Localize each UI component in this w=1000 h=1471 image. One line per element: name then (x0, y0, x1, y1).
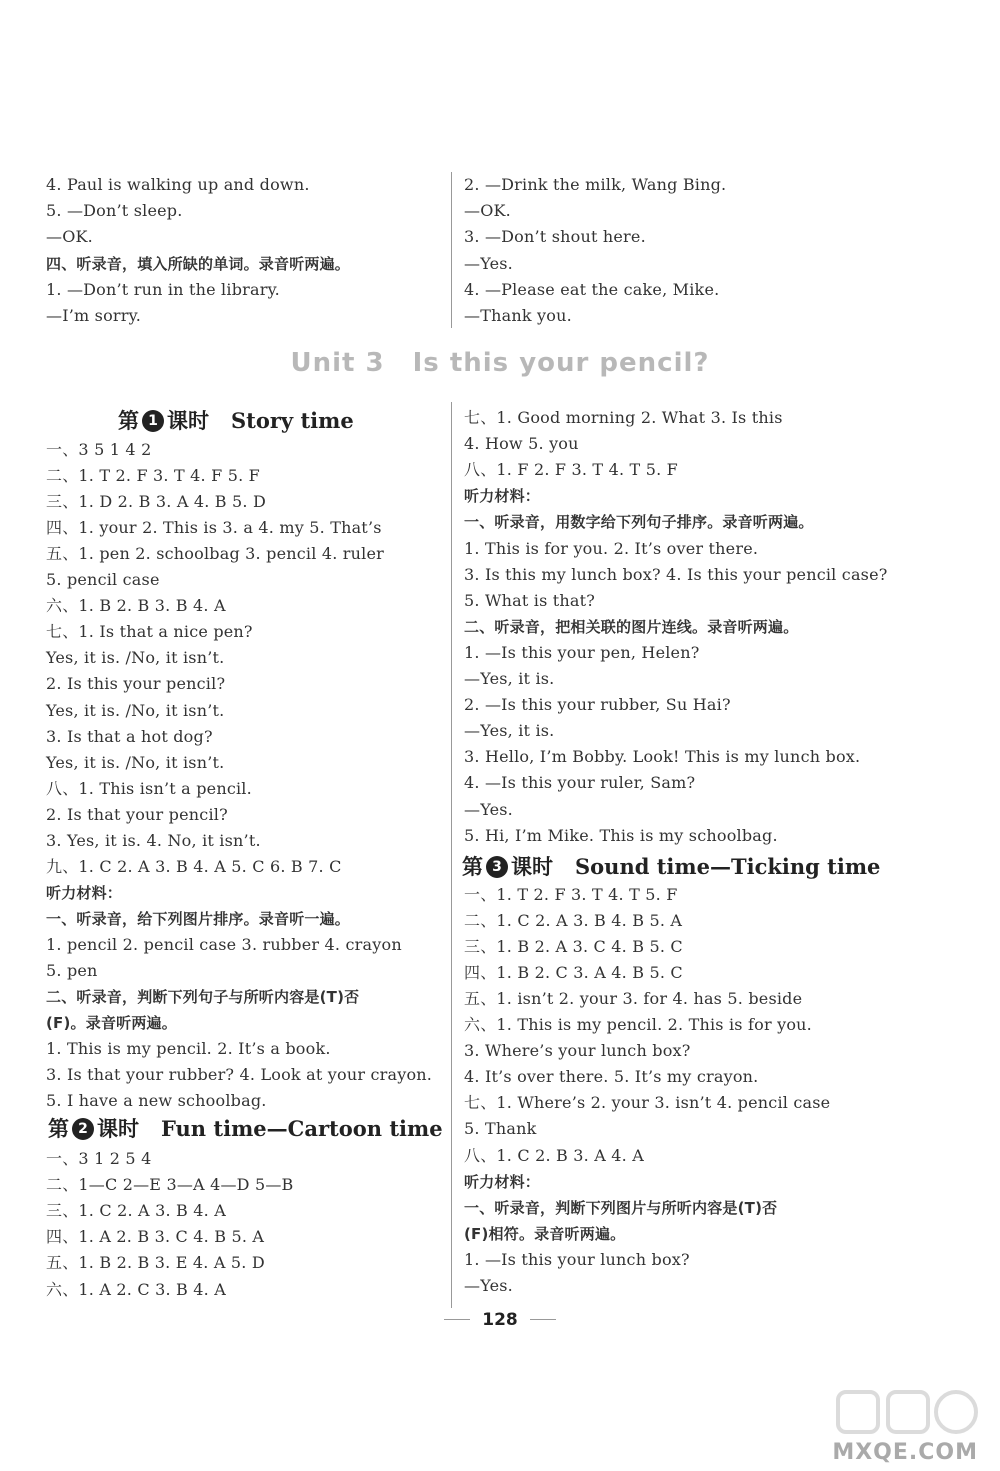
text-line: 二、1. T 2. F 3. T 4. F 5. F (46, 466, 260, 486)
text-line: 1. —Is this your pen, Helen? (464, 642, 700, 662)
page-number (0, 1310, 1000, 1330)
text-line: 三、1. B 2. A 3. C 4. B 5. C (464, 937, 683, 957)
text-line: 五、1. B 2. B 3. E 4. A 5. D (46, 1253, 265, 1273)
unit-title (0, 348, 1000, 378)
text-line: 一、听录音，判断下列图片与所听内容是(T)否 (464, 1198, 778, 1217)
text-line: 四、1. A 2. B 3. C 4. B 5. A (46, 1227, 265, 1247)
text-line: 4. How 5. you (464, 434, 579, 454)
text-line: 5. What is that? (464, 590, 596, 610)
lesson-number-badge: 3 (486, 856, 508, 878)
text-line: 3. Hello, I’m Bobby. Look! This is my lunch box. (464, 747, 861, 767)
text-line: Yes, it is. /No, it isn’t. (46, 752, 225, 772)
lesson-3-heading (462, 850, 880, 884)
text-line: 1. —Is this your lunch box? (464, 1249, 690, 1269)
text-line: 七、1. Where’s 2. your 3. isn’t 4. pencil case (464, 1093, 831, 1113)
lesson-number-badge: 1 (142, 410, 164, 432)
text-line: 一、1. T 2. F 3. T 4. T 5. F (464, 885, 678, 904)
watermark-text: MXQE.COM (832, 1440, 978, 1465)
text-line: 四、1. B 2. C 3. A 4. B 5. C (464, 963, 683, 983)
text-line: 2. —Drink the milk, Wang Bing. (464, 175, 727, 194)
text-line: 八、1. This isn’t a pencil. (46, 778, 252, 798)
lesson-1-prefix: 第 (118, 408, 139, 433)
lesson-2-suffix: 课时 (97, 1116, 139, 1141)
text-line: Yes, it is. /No, it isn’t. (46, 648, 225, 668)
text-line: 四、听录音，填入所缺的单词。录音听两遍。 (46, 254, 351, 273)
text-line: 一、3 1 2 5 4 (46, 1149, 152, 1168)
text-line: 一、3 5 1 4 2 (46, 440, 152, 459)
text-line: 四、1. your 2. This is 3. a 4. my 5. That’s (46, 518, 382, 538)
lesson-2-heading (48, 1112, 443, 1146)
text-line: —Yes. (464, 1275, 513, 1295)
lesson-3-prefix: 第 (462, 854, 483, 879)
text-line: —Thank you. (464, 306, 572, 325)
text-line: 5. Hi, I’m Mike. This is my schoolbag. (464, 825, 778, 845)
text-line: 一、听录音，给下列图片排序。录音听一遍。 (46, 909, 351, 928)
top-column-divider (451, 172, 452, 328)
text-line: 3. Is this my lunch box? 4. Is this your pencil case? (464, 564, 888, 584)
text-line: 5. —Don’t sleep. (46, 201, 183, 221)
text-line: —Yes, it is. (464, 721, 555, 741)
text-line: 5. pen (46, 961, 98, 980)
page-number-text: 128 (482, 1310, 518, 1330)
text-line: 1. This is my pencil. 2. It’s a book. (46, 1039, 331, 1059)
lesson-2-prefix: 第 (48, 1116, 69, 1141)
text-line: 六、1. B 2. B 3. B 4. A (46, 596, 226, 616)
text-line: 六、1. This is my pencil. 2. This is for you. (464, 1015, 812, 1035)
text-line: 3. Where’s your lunch box? (464, 1041, 691, 1061)
text-line: 4. —Is this your ruler, Sam? (464, 773, 696, 793)
lesson-1-heading (118, 404, 354, 438)
text-line: 4. Paul is walking up and down. (46, 175, 310, 194)
text-line: —OK. (464, 201, 511, 221)
text-line: 2. —Is this your rubber, Su Hai? (464, 695, 731, 715)
text-line: 三、1. D 2. B 3. A 4. B 5. D (46, 492, 267, 512)
text-line: —I’m sorry. (46, 306, 142, 325)
text-line: 听力材料： (464, 1172, 541, 1191)
text-line: 3. Is that a hot dog? (46, 726, 213, 746)
text-line: 3. —Don’t shout here. (464, 227, 646, 247)
unit-label: Unit 3 (290, 348, 385, 378)
text-line: 七、1. Is that a nice pen? (46, 622, 253, 642)
text-line: 一、听录音，用数字给下列句子排序。录音听两遍。 (464, 513, 814, 532)
text-line: 1. This is for you. 2. It’s over there. (464, 538, 759, 558)
lesson-1-title: Story time (231, 408, 354, 433)
text-line: 4. It’s over there. 5. It’s my crayon. (464, 1067, 759, 1087)
main-column-divider (451, 402, 452, 1308)
lesson-3-title: Sound time—Ticking time (575, 854, 881, 879)
lesson-number-badge: 2 (72, 1118, 94, 1140)
text-line: 1. —Don’t run in the library. (46, 279, 280, 299)
text-line: 2. Is this your pencil? (46, 674, 226, 694)
text-line: 5. pencil case (46, 570, 160, 590)
text-line: Yes, it is. /No, it isn’t. (46, 700, 225, 720)
lesson-2-title: Fun time—Cartoon time (161, 1116, 443, 1141)
text-line: 三、1. C 2. A 3. B 4. A (46, 1201, 226, 1221)
text-line: 3. Is that your rubber? 4. Look at your crayon. (46, 1065, 433, 1085)
text-line: 七、1. Good morning 2. What 3. Is this (464, 408, 783, 427)
text-line: 二、1. C 2. A 3. B 4. B 5. A (464, 911, 683, 931)
text-line: 3. Yes, it is. 4. No, it isn’t. (46, 830, 261, 850)
text-line: (F)相符。录音听两遍。 (464, 1224, 626, 1243)
text-line: —Yes. (464, 799, 513, 819)
text-line: (F)。录音听两遍。 (46, 1014, 177, 1033)
text-line: 二、1—C 2—E 3—A 4—D 5—B (46, 1175, 294, 1195)
text-line: —OK. (46, 227, 93, 247)
text-line: 八、1. F 2. F 3. T 4. T 5. F (464, 460, 678, 480)
unit-name: Is this your pencil? (412, 348, 710, 378)
text-line: 5. Thank (464, 1119, 537, 1139)
text-line: —Yes. (464, 253, 513, 273)
lesson-1-suffix: 课时 (167, 408, 209, 433)
text-line: 八、1. C 2. B 3. A 4. A (464, 1145, 644, 1165)
text-line: 听力材料： (464, 487, 541, 506)
text-line: 二、听录音，判断下列句子与所听内容是(T)否 (46, 988, 360, 1007)
text-line: 二、听录音，把相关联的图片连线。录音听两遍。 (464, 617, 799, 636)
text-line: —Yes, it is. (464, 669, 555, 688)
text-line: 五、1. pen 2. schoolbag 3. pencil 4. ruler (46, 544, 384, 564)
text-line: 听力材料： (46, 883, 123, 902)
text-line: 五、1. isn’t 2. your 3. for 4. has 5. beside (464, 989, 803, 1009)
text-line: 4. —Please eat the cake, Mike. (464, 279, 720, 299)
text-line: 1. pencil 2. pencil case 3. rubber 4. crayon (46, 934, 402, 954)
lesson-3-suffix: 课时 (511, 854, 553, 879)
text-line: 九、1. C 2. A 3. B 4. A 5. C 6. B 7. C (46, 856, 342, 876)
text-line: 2. Is that your pencil? (46, 804, 228, 824)
text-line: 5. I have a new schoolbag. (46, 1091, 267, 1111)
text-line: 六、1. A 2. C 3. B 4. A (46, 1279, 226, 1299)
